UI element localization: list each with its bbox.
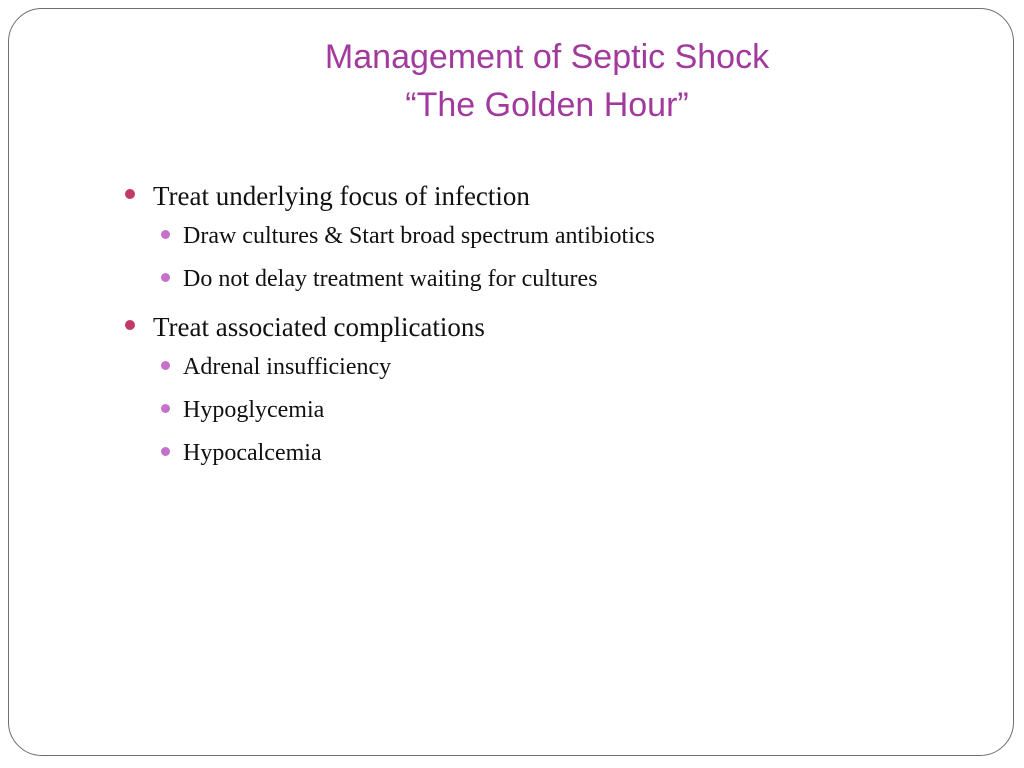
bullet-text: Treat underlying focus of infection xyxy=(153,181,530,211)
bullet-item-2 xyxy=(121,308,981,346)
sub-bullet-dot-icon xyxy=(161,361,170,370)
title-line-1: Management of Septic Shock xyxy=(324,38,770,76)
slide-frame xyxy=(8,8,1014,756)
sub-bullet-item xyxy=(121,393,981,427)
bullet-list xyxy=(121,177,981,470)
sub-bullet-text: Hypoglycemia xyxy=(183,397,325,423)
sub-bullet-dot-icon xyxy=(161,230,170,239)
sub-bullet-text: Hypocalcemia xyxy=(183,440,322,466)
sub-bullet-item xyxy=(121,436,981,470)
bullet-text: Treat associated complications xyxy=(153,312,485,342)
slide-title xyxy=(9,33,1024,129)
sub-bullet-text: Do not delay treatment waiting for cultures xyxy=(183,266,598,292)
sub-bullet-dot-icon xyxy=(161,273,170,282)
bullet-dot-icon xyxy=(125,189,135,199)
sub-bullet-item xyxy=(121,262,981,296)
sub-bullet-item xyxy=(121,219,981,253)
sub-bullet-item xyxy=(121,350,981,384)
title-line-2: “The Golden Hour” xyxy=(405,86,689,124)
sub-bullet-dot-icon xyxy=(161,447,170,456)
sub-bullet-dot-icon xyxy=(161,404,170,413)
bullet-dot-icon xyxy=(125,320,135,330)
bullet-item-1 xyxy=(121,177,981,215)
sub-bullet-text: Draw cultures & Start broad spectrum antibiotics xyxy=(183,223,655,249)
sub-bullet-text: Adrenal insufficiency xyxy=(183,354,392,380)
